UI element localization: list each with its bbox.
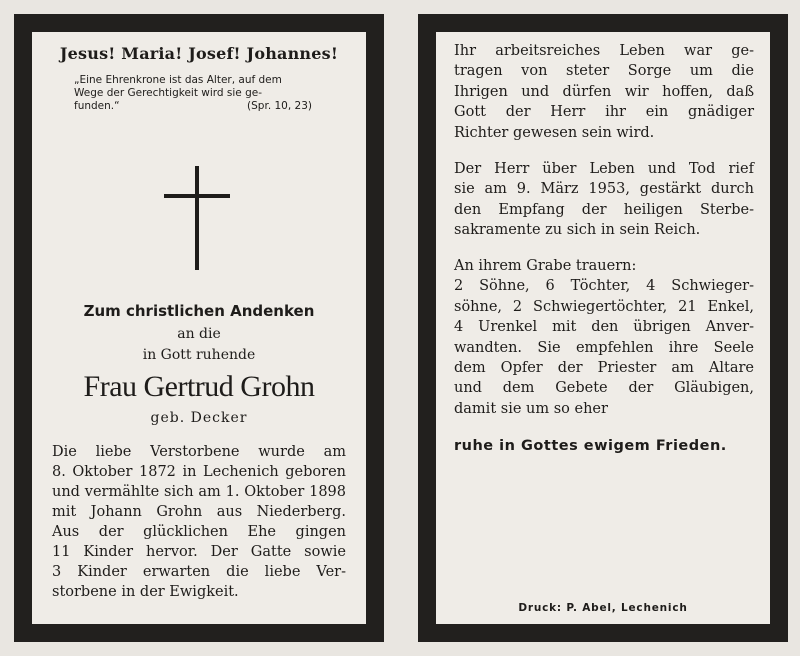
an-die-text: an die <box>177 326 221 342</box>
bio-line: mit Johann Grohn aus Niederberg. <box>52 504 346 520</box>
text-line: 4 Urenkel mit den übrigen Anver- <box>454 319 754 336</box>
quote-line: „Eine Ehrenkrone ist das Alter, auf dem <box>74 74 282 86</box>
invocation-heading: Jesus! Maria! Josef! Johannes! <box>59 44 339 63</box>
text-line: Richter gewesen sein wird. <box>454 124 655 141</box>
bio-line: 11 Kinder hervor. Der Gatte sowie <box>52 544 346 560</box>
bio-line: storbene in der Ewigkeit. <box>52 584 239 600</box>
bio-line: und vermählte sich am 1. Oktober 1898 <box>52 484 346 500</box>
bio-line: 8. Oktober 1872 in Lechenich geboren <box>52 464 346 480</box>
ruhende-text: in Gott ruhende <box>142 347 256 363</box>
text-line: 2 Söhne, 6 Töchter, 4 Schwieger- <box>454 278 754 295</box>
card-back <box>418 14 788 642</box>
text-line: und dem Gebete der Gläubigen, <box>454 380 754 397</box>
text-line: tragen von steter Sorge um die <box>454 63 754 80</box>
text-line: den Empfang der heiligen Sterbe- <box>454 201 754 218</box>
bio-line: 3 Kinder erwarten die liebe Ver- <box>52 564 346 580</box>
text-line: söhne, 2 Schwiegertöchter, 21 Enkel, <box>454 298 754 315</box>
card-back-panel <box>436 32 770 624</box>
quote-last-line <box>74 100 348 113</box>
paragraph-life <box>454 41 754 143</box>
printer-credit: Druck: P. Abel, Lechenich <box>518 602 688 614</box>
text-line: Gott der Herr ihr ein gnädiger <box>454 104 754 121</box>
andenken-heading: Zum christlichen Andenken <box>83 302 315 320</box>
latin-cross-icon <box>32 166 366 272</box>
quote-reference: (Spr. 10, 23) <box>247 100 312 112</box>
text-line: Der Herr über Leben und Tod rief <box>454 161 754 177</box>
paragraph-death <box>454 159 754 241</box>
biography-text <box>52 442 346 602</box>
text-line: Ihr arbeitsreiches Leben war ge- <box>454 43 754 59</box>
text-line: wandten. Sie empfehlen ihre Seele <box>454 339 754 356</box>
bio-line: Die liebe Verstorbene wurde am <box>52 444 346 460</box>
text-line: An ihrem Grabe trauern: <box>454 258 637 274</box>
text-line: sakramente zu sich in sein Reich. <box>454 222 701 239</box>
card-front-panel <box>32 32 366 624</box>
maiden-name: geb. Decker <box>150 410 248 426</box>
quote-line: funden.“ <box>74 100 120 112</box>
closing-line: ruhe in Gottes ewigem Frieden. <box>454 438 727 454</box>
quote-line: Wege der Gerechtigkeit wird sie ge- <box>74 87 263 99</box>
text-line: damit sie um so eher <box>454 400 608 417</box>
card-front <box>14 14 384 642</box>
bio-line: Aus der glücklichen Ehe gingen <box>52 524 346 540</box>
text-line: Ihrigen und dürfen wir hoffen, daß <box>454 83 754 100</box>
scripture-quote <box>74 74 348 113</box>
paragraph-mourners <box>454 256 754 419</box>
text-line: sie am 9. März 1953, gestärkt durch <box>454 181 754 198</box>
text-line: dem Opfer der Priester am Altare <box>454 360 754 377</box>
deceased-name: Frau Gertrud Grohn <box>83 370 315 403</box>
